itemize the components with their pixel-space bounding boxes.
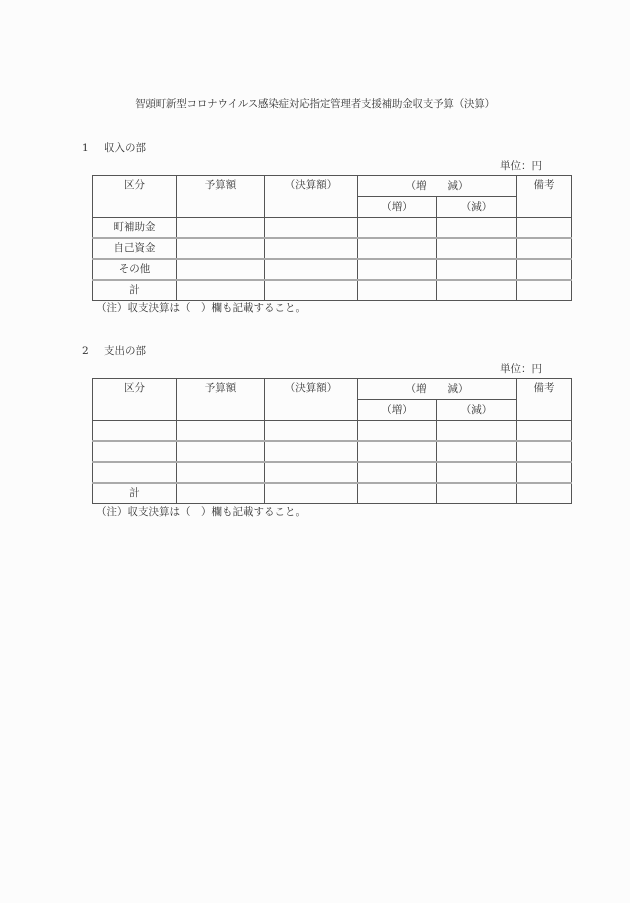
cell-increase[interactable] (358, 483, 437, 504)
cell-decrease[interactable] (437, 280, 517, 301)
table-row (93, 462, 572, 483)
col-category: 区分 (93, 379, 177, 421)
col-remarks: 備考 (517, 176, 572, 218)
cell-budget[interactable] (177, 421, 265, 442)
cell-budget[interactable] (177, 238, 265, 259)
col-category: 区分 (93, 176, 177, 218)
section-title: 支出の部 (104, 345, 146, 357)
section-number: 2 (82, 345, 89, 357)
cell-increase[interactable] (358, 280, 437, 301)
col-settlement: （決算額） (265, 379, 358, 421)
cell-settlement[interactable] (265, 441, 358, 462)
table-row (93, 421, 572, 442)
cell-increase[interactable] (358, 421, 437, 442)
cell-settlement[interactable] (265, 462, 358, 483)
col-change-group: （増 減） (358, 176, 517, 197)
cell-category: その他 (93, 259, 177, 280)
cell-remarks[interactable] (517, 421, 572, 442)
section-heading-expenditure (82, 343, 146, 358)
income-table (92, 175, 572, 301)
cell-remarks[interactable] (517, 218, 572, 239)
cell-settlement[interactable] (265, 280, 358, 301)
cell-remarks[interactable] (517, 441, 572, 462)
cell-settlement[interactable] (265, 483, 358, 504)
col-budget: 予算額 (177, 176, 265, 218)
cell-decrease[interactable] (437, 238, 517, 259)
col-settlement: （決算額） (265, 176, 358, 218)
cell-increase[interactable] (358, 462, 437, 483)
col-increase: （増） (358, 400, 437, 421)
col-increase: （増） (358, 197, 437, 218)
cell-budget[interactable] (177, 462, 265, 483)
cell-budget[interactable] (177, 441, 265, 462)
cell-decrease[interactable] (437, 218, 517, 239)
cell-category[interactable] (93, 421, 177, 442)
col-change-group: （増 減） (358, 379, 517, 400)
cell-category: 町補助金 (93, 218, 177, 239)
cell-remarks[interactable] (517, 259, 572, 280)
cell-category[interactable] (93, 441, 177, 462)
cell-category[interactable] (93, 462, 177, 483)
table-row (93, 218, 572, 239)
total-row (93, 280, 572, 301)
cell-decrease[interactable] (437, 462, 517, 483)
cell-decrease[interactable] (437, 441, 517, 462)
cell-increase[interactable] (358, 238, 437, 259)
cell-budget[interactable] (177, 280, 265, 301)
cell-category: 計 (93, 483, 177, 504)
cell-remarks[interactable] (517, 238, 572, 259)
expenditure-table (92, 378, 572, 504)
document-title: 智頭町新型コロナウイルス感染症対応指定管理者支援補助金収支予算（決算） (135, 98, 495, 110)
section-heading-income (82, 140, 146, 155)
expenditure-note: （注）収支決算は（ ）欄も記載すること。 (96, 506, 306, 518)
cell-decrease[interactable] (437, 259, 517, 280)
cell-budget[interactable] (177, 218, 265, 239)
cell-settlement[interactable] (265, 421, 358, 442)
cell-category: 計 (93, 280, 177, 301)
cell-settlement[interactable] (265, 238, 358, 259)
cell-settlement[interactable] (265, 218, 358, 239)
cell-increase[interactable] (358, 218, 437, 239)
cell-settlement[interactable] (265, 259, 358, 280)
cell-budget[interactable] (177, 483, 265, 504)
table-row (93, 259, 572, 280)
section-number: 1 (82, 142, 89, 154)
unit-label: 単位：円 (500, 160, 542, 172)
unit-label: 単位：円 (500, 363, 542, 375)
cell-decrease[interactable] (437, 483, 517, 504)
cell-decrease[interactable] (437, 421, 517, 442)
cell-category: 自己資金 (93, 238, 177, 259)
col-decrease: （減） (437, 400, 517, 421)
cell-increase[interactable] (358, 441, 437, 462)
section-title: 収入の部 (104, 142, 146, 154)
col-budget: 予算額 (177, 379, 265, 421)
income-note: （注）収支決算は（ ）欄も記載すること。 (96, 302, 306, 314)
col-remarks: 備考 (517, 379, 572, 421)
table-row (93, 441, 572, 462)
total-row (93, 483, 572, 504)
cell-remarks[interactable] (517, 280, 572, 301)
col-decrease: （減） (437, 197, 517, 218)
table-row (93, 238, 572, 259)
header-row (93, 176, 572, 197)
cell-remarks[interactable] (517, 462, 572, 483)
cell-budget[interactable] (177, 259, 265, 280)
cell-remarks[interactable] (517, 483, 572, 504)
header-row (93, 379, 572, 400)
cell-increase[interactable] (358, 259, 437, 280)
